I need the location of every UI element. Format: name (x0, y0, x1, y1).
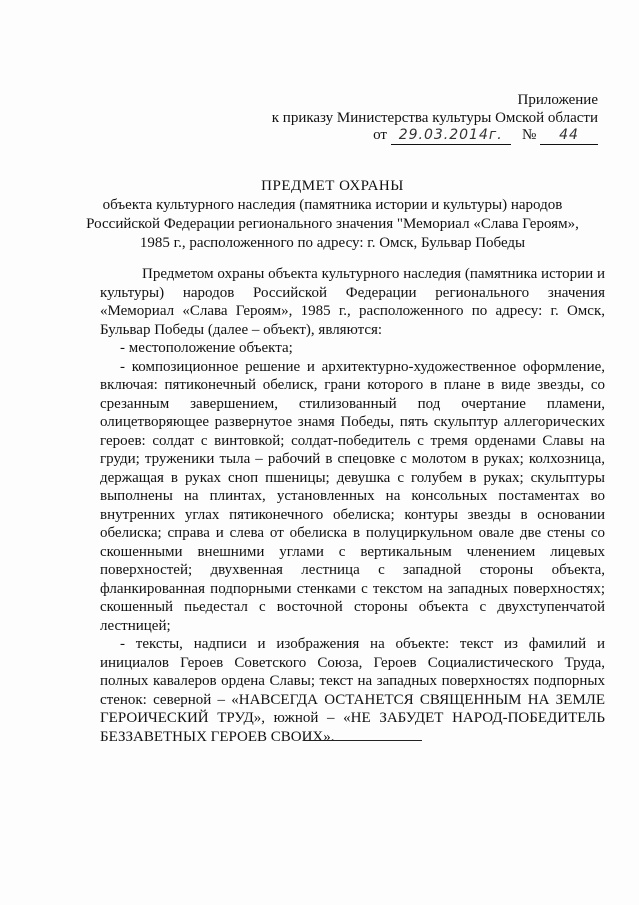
document-title: ПРЕДМЕТ ОХРАНЫ (261, 178, 404, 194)
list-item: - композиционное решение и архитектурно-художественное оформление, включая: пятиконечный обелиск, грани которого в плане в виде звезды, со срезанным завершением, стилизованный под очертание пламени, олицетворяющее развернутое знамя Победы, пять скульптур аллегорических героев: солдат с винтовкой; солдат-победитель с тремя орденами Славы на груди; труженики тыла – рабочий в спецовке с молотом в руках; колхозница, держащая в руках сноп пшеницы; девушка с голубем в руках; скульптуры выполнены на плинтах, установленных на консольных постаментах во внутренних углах пятиконечного обелиска; контуры звезды в основании обелиска; справа и слева от обелиска в полуциркульном овале две стены со скошенными внешними углами с вертикальным членением лицевых поверхностей; двухвенная лестница с западной стороны объекта, фланкированная подпорными стенками с текстом на западных поверхностях; скошенный пьедестал с восточной стороны объекта с двухступенчатой лестницей; (100, 358, 605, 634)
handwritten-number: 44 (540, 127, 598, 145)
order-reference: к приказу Министерства культуры Омской области (271, 110, 598, 126)
document-subtitle (60, 196, 605, 253)
closing-divider (304, 740, 422, 741)
order-date-number-line (373, 127, 598, 145)
subtitle-line: объекта культурного наследия (памятника истории и культуры) народов (102, 197, 563, 213)
subtitle-line: Российской Федерации регионального значения "Мемориал «Слава Героям», (86, 216, 579, 232)
document-body (100, 265, 605, 746)
appendix-label: Приложение (517, 92, 598, 108)
date-prefix: от (373, 127, 387, 143)
list-item: - тексты, надписи и изображения на объекте: текст из фамилий и инициалов Героев Советского Союза, Героев Социалистического Труда, полных кавалеров ордена Славы; текст на западных поверхностях подпорных стенок: северной – «НАВСЕГДА ОСТАНЕТСЯ СВЯЩЕННЫМ НА ЗЕМЛЕ ГЕРОИЧЕСКИЙ ТРУД», южной – «НЕ ЗАБУДЕТ НАРОД-ПОБЕДИТЕЛЬ БЕЗЗАВЕТНЫХ ГЕРОЕВ СВОИХ». (100, 636, 605, 745)
subtitle-line: 1985 г., расположенного по адресу: г. Омск, Бульвар Победы (139, 235, 526, 251)
list-item: - местоположение объекта; (120, 340, 293, 356)
number-prefix: № (521, 127, 537, 143)
handwritten-date: 29.03.2014г. (391, 127, 511, 145)
intro-paragraph: Предметом охраны объекта культурного наследия (памятника истории и культуры) народов Российской Федерации регионального значения «Мемориал «Слава Героям», 1985 г., расположенного по адресу: г. Омск, Бульвар Победы (далее – объект), являются: (100, 266, 605, 338)
